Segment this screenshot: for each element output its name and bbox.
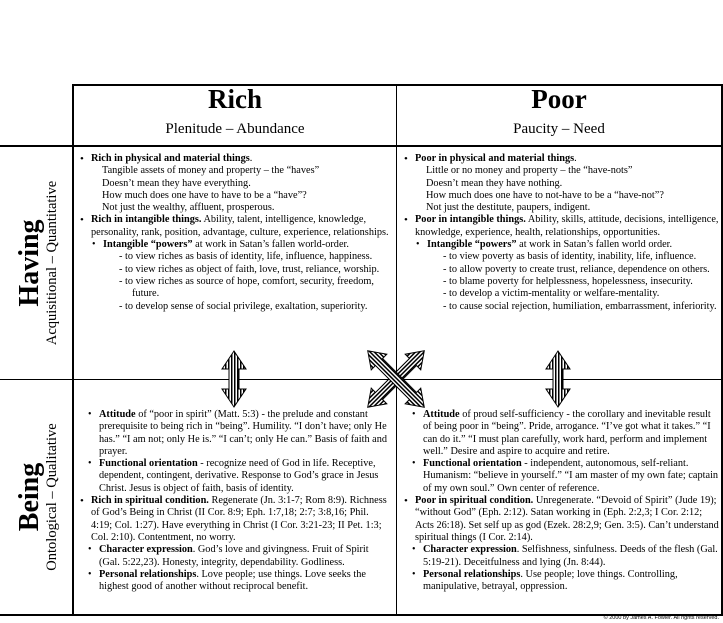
text-line: Doesn’t mean they have nothing. bbox=[426, 177, 563, 189]
bullet-head: Functional orientation bbox=[423, 458, 522, 470]
bullet-head: Attitude bbox=[99, 409, 136, 420]
bullet-text: . Use people; love things. Controlling, manipulative, betrayal, oppression. bbox=[423, 568, 678, 593]
dash-line: - to develop a victim-mentality or welfare-mentality. bbox=[443, 288, 660, 300]
bullet-head: Rich in spiritual condition. bbox=[91, 495, 209, 507]
text-line: How much does one have to not-have to be a “have-not”? bbox=[426, 189, 664, 201]
bullet-text: . God’s love and givingness. Fruit of Spirit (Gal. 5:22,23). Honesty, integrity, dependability. Godliness. bbox=[99, 544, 369, 568]
bullet-head: Rich in intangible things. bbox=[91, 214, 202, 226]
bullet-head: Intangible “powers” bbox=[103, 239, 193, 251]
dash-line: - to view riches as object of faith, love, trust, reliance, worship. bbox=[119, 263, 380, 275]
bullet-head: Intangible “powers” bbox=[427, 239, 517, 251]
bullet-text: - independent, autonomous, self-reliant. Humanism: “believe in yourself.” “I am master of my own fate; captain of my own soul.” Own center of reference. bbox=[423, 458, 719, 494]
row-subtitle-having: Acquisitional – Quantitative bbox=[44, 180, 60, 346]
column-title-rich: Rich bbox=[208, 84, 262, 114]
bullet-text: of proud self-sufficiency - the corollary and inevitable result of being poor in “being”. Pride, arrogance. “I’ve got what it takes.” “I can do it.” “I must plan carefully, work hard, perform and implement well.” Desire and aspire to acquire and retire. bbox=[423, 409, 711, 457]
row-title-having: Having bbox=[14, 219, 45, 307]
bullet-head: Poor in physical and material things bbox=[415, 153, 575, 164]
column-subtitle-rich: Plenitude – Abundance bbox=[165, 121, 305, 137]
text-line: How much does one have to have to be a “have”? bbox=[102, 189, 307, 201]
dash-line: - to allow poverty to create trust, reliance, dependence on others. bbox=[443, 263, 710, 275]
bullet-head: Character expression bbox=[423, 544, 517, 556]
copyright-notice: © 2000 by James A. Fowler. All rights reserved. bbox=[603, 615, 719, 621]
double-arrow-left bbox=[222, 351, 246, 407]
bullet-text: Unregenerate. “Devoid of Spirit” (Jude 19); “without God” (Eph. 2:12). Satan working in (Eph. 2:2,3; I Cor. 2:12; Acts 26:18). Set self up as god (Ezek. 28:2,9; Gen. 3:5). Can’t understand spiritual things (I Cor. 2:14). bbox=[415, 495, 719, 543]
bullet-text: of “poor in spirit” (Matt. 5:3) - the prelude and constant prerequisite to being rich in “being”. Humility. “I don’t have; only He has.” “I am not; only He is.” “I can’t; only He can.” Basis of faith and prayer. bbox=[99, 409, 388, 457]
having-poor-physical: • Poor in physical and material things. Little or no money and property – the “have-nots” Doesn’t mean they have nothing. How much does one have to not-have to be a “have-not”? Not just the destitute, paupers, indigent. bbox=[402, 153, 720, 214]
column-title-poor: Poor bbox=[531, 84, 587, 114]
dash-line: - to view poverty as basis of identity, inability, life, influence. bbox=[443, 251, 697, 263]
bullet-head: Rich in physical and material things bbox=[91, 153, 250, 164]
dash-line: - to cause social rejection, humiliation, embarrassment, inferiority. bbox=[443, 300, 717, 312]
bullet-text: . Selfishness, sinfulness. Deeds of the flesh (Gal. 5:19-21). Deceitfulness and lying (Jn. 8:44). bbox=[423, 544, 718, 568]
having-rich-physical: • Rich in physical and material things. Tangible assets of money and property – the “haves” Doesn’t mean they have everything. How much does one have to have to be a “have”? Not just the wealthy, affluent, prosperous. bbox=[78, 153, 392, 214]
bullet-head: Functional orientation bbox=[99, 458, 198, 470]
column-subtitle-poor: Paucity – Need bbox=[513, 121, 605, 137]
dash-line: - to blame poverty for helplessness, hopelessness, insecurity. bbox=[443, 275, 693, 287]
text-line: Little or no money and property – the “have-nots” bbox=[426, 165, 633, 177]
text-line: Not just the wealthy, affluent, prosperous. bbox=[102, 202, 275, 214]
bullet-head: Poor in spiritual condition. bbox=[415, 495, 534, 507]
double-arrow-right bbox=[546, 351, 570, 407]
dash-line: - to view riches as basis of identity, life, influence, happiness. bbox=[119, 251, 373, 263]
bullet-head: Attitude bbox=[423, 409, 460, 420]
text-line: Not just the destitute, paupers, indigent. bbox=[426, 202, 591, 214]
bullet-text: Regenerate (Jn. 3:1-7; Rom 8:9). Richness of God’s Being in Christ (II Cor. 8:9; Eph. 1:7,18; 2:7; 3:8,16; Phil. 4:19; Col. 1:27). Have everything in Christ (I Cor. 3:21-23; II Pet. 1:3; Col. 2:10). Contentment, no worry. bbox=[91, 495, 387, 543]
row-title-being: Being bbox=[14, 462, 45, 532]
bullet-text: Ability, skills, attitude, decisions, intelligence, knowledge, experience, health, relationships, opportunities. bbox=[415, 214, 719, 238]
dash-line: - to develop sense of social privilege, exaltation, superiority. bbox=[119, 300, 368, 312]
bullet-text: at work in Satan’s fallen world order. bbox=[519, 239, 673, 251]
row-subtitle-being: Ontological – Qualitative bbox=[44, 423, 60, 571]
bullet-text: - recognize need of God in life. Receptive, dependent, contingent, derivative. Response to God’s grace in Jesus Christ. Jesus is object of faith, basis of identity. bbox=[99, 458, 379, 494]
bullet-text: . Love people; use things. Love seeks the highest good of another without reciprocal benefit. bbox=[99, 568, 366, 593]
text-line: Doesn’t mean they have everything. bbox=[102, 177, 251, 189]
bullet-head: Character expression bbox=[99, 544, 193, 556]
bullet-head: Poor in intangible things. bbox=[415, 214, 526, 226]
bullet-head: Personal relationships bbox=[423, 568, 521, 580]
bullet-text: Ability, talent, intelligence, knowledge, personality, rank, position, advantage, culture, experience, relationships. bbox=[91, 214, 389, 238]
text-line: Tangible assets of money and property – the “haves” bbox=[102, 165, 320, 177]
bullet-head: Personal relationships bbox=[99, 568, 197, 580]
bullet-text: at work in Satan’s fallen world-order. bbox=[195, 239, 349, 251]
dash-line: - to view riches as source of hope, comfort, security, freedom, future. bbox=[119, 275, 374, 300]
